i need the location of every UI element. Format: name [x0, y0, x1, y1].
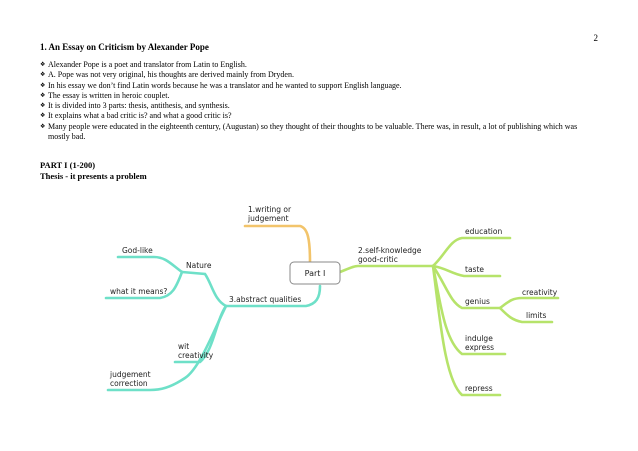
diamond-bullet-icon: ❖ — [40, 62, 46, 68]
part-subtitle: Thesis - it presents a problem — [40, 171, 147, 181]
indulge-label: indulge — [465, 334, 493, 343]
wit-creativity-label: creativity — [178, 351, 214, 360]
correction-label: correction — [110, 379, 148, 388]
what-it-means-label: what it means? — [110, 287, 168, 296]
knowledge-label-line1: 2.self-knowledge — [358, 246, 422, 255]
limits-label: limits — [526, 311, 547, 320]
judgement-label: judgement — [110, 370, 151, 379]
knowledge-label-line2: good-critic — [358, 255, 398, 264]
godlike-label: God-like — [122, 246, 153, 255]
knowledge-branch-line — [340, 266, 433, 272]
repress-label: repress — [465, 384, 493, 393]
bullet-text: The essay is written in heroic couplet. — [48, 90, 170, 100]
diamond-bullet-icon: ❖ — [40, 113, 46, 120]
wit-label: wit — [178, 342, 190, 351]
writing-branch-line — [245, 226, 310, 262]
nature-branch-line — [182, 272, 226, 306]
bullet-text: Many people were educated in the eighteenth century, (Augustan) so they thought of their thoughts to be valuable. There was, in result, a lot of publishing which was mostly bad. — [48, 121, 578, 142]
godlike-branch-line — [118, 257, 182, 272]
genius-label: genius — [465, 297, 490, 306]
bullet-text: In his essay we don’t find Latin words because he was a translator and he wanted to support English language. — [48, 80, 402, 90]
diamond-bullet-icon: ❖ — [40, 103, 46, 110]
writing-label-line2: judgement — [248, 214, 289, 223]
diamond-bullet-icon: ❖ — [40, 72, 46, 79]
document-title: 1. An Essay on Criticism by Alexander Pope — [40, 42, 209, 52]
express-label: express — [465, 343, 495, 352]
bullet-text: Alexander Pope is a poet and translator from Latin to English. — [48, 60, 247, 69]
part-title: PART I (1-200) — [40, 160, 96, 170]
education-label: education — [465, 227, 503, 236]
bullet-text: A. Pope was not very original, his thoughts are derived mainly from Dryden. — [48, 70, 294, 80]
nature-label: Nature — [186, 261, 212, 270]
center-node-label: Part I — [304, 269, 326, 278]
bullet-text: It is divided into 3 parts: thesis, antithesis, and synthesis. — [48, 101, 230, 111]
abstract-label: 3.abstract qualities — [229, 295, 302, 304]
writing-label-line1: 1.writing or — [248, 205, 292, 214]
diamond-bullet-icon: ❖ — [40, 123, 46, 130]
genius-creativity-line — [500, 298, 558, 308]
diamond-bullet-icon: ❖ — [40, 82, 46, 89]
page-number: 2 — [593, 33, 598, 43]
diamond-bullet-icon: ❖ — [40, 92, 46, 99]
taste-label: taste — [465, 265, 484, 274]
education-branch-line — [433, 238, 510, 266]
bullet-text: It explains what a bad critic is? and what a good critic is? — [48, 111, 232, 121]
genius-creativity-label: creativity — [522, 288, 558, 297]
